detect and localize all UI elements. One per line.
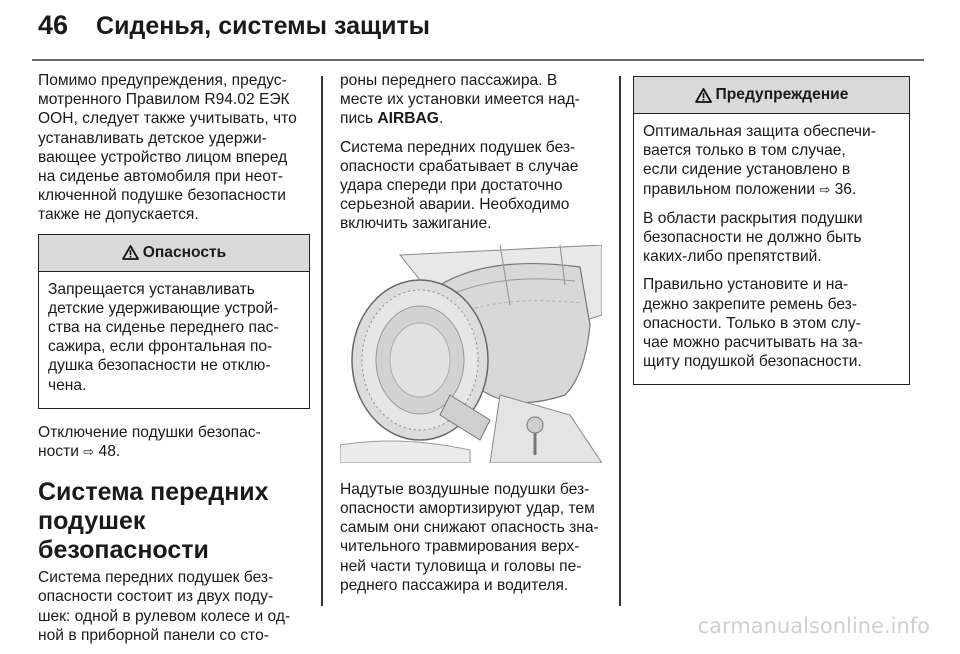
warning-text-1: Оптимальная защита обеспечи- вается только в том случае, если сидение установлено в правильном положении: [643, 123, 876, 198]
airbag-label: AIRBAG: [377, 110, 439, 128]
airbag-illustration: [340, 245, 602, 463]
column-2: [340, 71, 606, 604]
warning-paragraph-1: [643, 122, 900, 200]
danger-box-body: [39, 272, 309, 408]
deactivation-paragraph: [38, 423, 310, 462]
continued-text: роны переднего пассажира. В месте их установки имеется над- пись: [340, 72, 580, 128]
danger-box: [38, 234, 310, 409]
danger-box-header: [39, 235, 309, 272]
warning-box-body: [634, 114, 909, 384]
warning-box-header: [634, 77, 909, 114]
reference-arrow-icon: ⇨: [819, 182, 831, 198]
section-paragraph: Система передних подушек без- опасности состоит из двух поду- шек: одной в рулевом колесе и од- ной в приборной панели со сто-: [38, 569, 291, 644]
danger-heading: Опасность: [142, 244, 227, 262]
figure-caption: Надутые воздушные подушки без- опасности амортизируют удар, тем самым они снижают опасность зна- чительного травмирования верх- ней части туловища и головы пе- реднего пассажира и водителя.: [340, 480, 599, 594]
seat-position-page-link[interactable]: 36.: [834, 180, 857, 198]
danger-text: Запрещается устанавливать детские удерживающие устрой- ства на сиденье переднего пас- сажира, если фронтальная по- душка безопасности не отклю- чена.: [48, 280, 279, 394]
page-number: 46: [38, 10, 69, 40]
intro-paragraph: Помимо предупреждения, предус- мотренного Правилом R94.02 ЕЭК ООН, следует также учитывать, что устанавливать детское удержи- вающее устройство лицом вперед на сиденье автомобиля при неот- ключенной подушке безопасности также не допускается.: [38, 72, 297, 224]
column-divider: [619, 76, 621, 606]
section-heading: Система передних подушек безопасности: [38, 478, 269, 565]
column-divider: [321, 76, 323, 606]
warning-triangle-icon: [695, 88, 712, 103]
column-1: [38, 71, 310, 654]
warning-paragraph-2: В области раскрытия подушки безопасности не должно быть каких-либо препятствий.: [643, 209, 863, 266]
continued-paragraph: роны переднего пассажира. В месте их установки имеется над- пись AIRBAG.: [340, 72, 580, 128]
page-title: Сиденья, системы защиты: [96, 12, 431, 40]
warning-box: [633, 76, 910, 385]
header-divider: [32, 59, 924, 61]
warning-heading: Предупреждение: [715, 86, 849, 104]
warning-paragraph-3: Правильно установите и на- дежно закрепите ремень без- опасности. Только в этом слу- чае можно расчитывать на за- щиту подушкой безопасности.: [643, 276, 863, 371]
watermark: carmanualsonline.info: [697, 614, 930, 638]
deactivation-page-link[interactable]: 48.: [98, 443, 121, 461]
column-3: [633, 76, 910, 399]
page-header: [38, 10, 430, 50]
activation-paragraph: Система передних подушек без- опасности срабатывает в случае удара спереди при достаточно серьезной аварии. Необходимо включить зажигание.: [340, 138, 579, 233]
warning-triangle-icon: [122, 245, 139, 260]
deactivation-text: Отключение подушки безопас- ности: [38, 423, 261, 461]
reference-arrow-icon: ⇨: [83, 445, 95, 461]
